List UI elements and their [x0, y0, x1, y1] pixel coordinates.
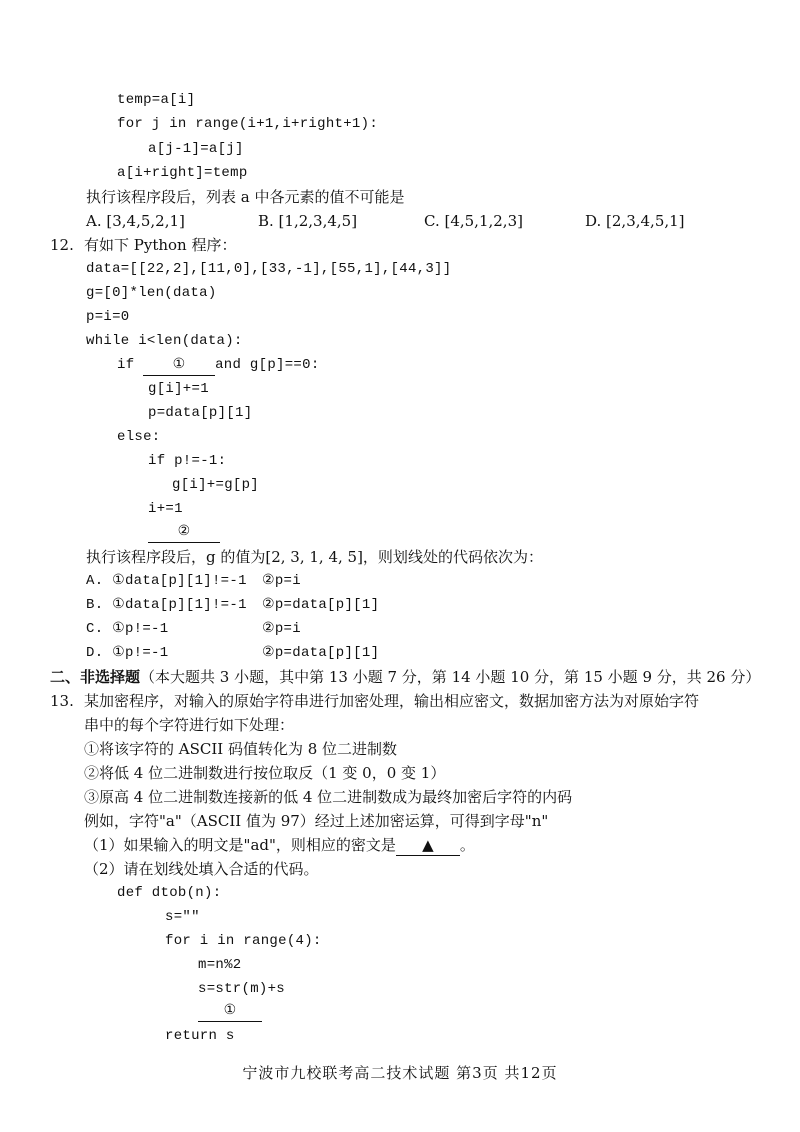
q12-option-c-part2: ②p=i: [262, 621, 301, 637]
q12-if-keyword: if: [117, 357, 144, 373]
q13-step-1: ①将该字符的 ASCII 码值转化为 8 位二进制数: [84, 740, 398, 758]
q13-sub1-answer-blank: ▲: [396, 835, 460, 856]
q12-code-line-7: p=data[p][1]: [148, 405, 253, 421]
q12-option-b-part1: B. ①data[p][1]!=-1: [86, 597, 247, 613]
page-footer: 宁波市九校联考高二技术试题 第3页 共12页: [242, 1064, 558, 1082]
q12-option-a-part1: A. ①data[p][1]!=-1: [86, 573, 247, 589]
q13-blank-1: ①: [198, 1001, 262, 1022]
q11-code-line-3: a[j-1]=a[j]: [148, 141, 244, 157]
q11-option-d: D. [2,3,4,5,1]: [585, 212, 685, 230]
q12-code-line-2: g=[0]*len(data): [86, 285, 217, 301]
q12-code-line-11: i+=1: [148, 501, 183, 517]
q12-code-line-1: data=[[22,2],[11,0],[33,-1],[55,1],[44,3]]: [86, 261, 452, 277]
q12-question: 执行该程序段后，g 的值为[2, 3, 1, 4, 5]，则划线处的代码依次为：: [86, 548, 543, 566]
q12-blank-2: ②: [148, 522, 220, 543]
q13-stem-line-2: 串中的每个字符进行如下处理：: [84, 716, 295, 734]
q11-question: 执行该程序段后，列表 a 中各元素的值不可能是: [86, 188, 405, 206]
q13-stem-line-1: 某加密程序，对输入的原始字符串进行加密处理，输出相应密文，数据加密方法为对原始字符: [84, 692, 700, 710]
q13-step-2: ②将低 4 位二进制数进行按位取反（1 变 0，0 变 1）: [84, 764, 446, 782]
q12-code-line-6: g[i]+=1: [148, 381, 209, 397]
q11-code-line-4: a[i+right]=temp: [117, 165, 248, 181]
section-2-title: 二、非选择题: [50, 668, 141, 686]
q13-step-3: ③原高 4 位二进制数连接新的低 4 位二进制数成为最终加密后字符的内码: [84, 788, 573, 806]
q12-stem: 有如下 Python 程序：: [84, 236, 237, 254]
q11-option-b: B. [1,2,3,4,5]: [258, 212, 358, 230]
q13-code-line-1: def dtob(n):: [117, 885, 222, 901]
q12-option-d-part1: D. ①p!=-1: [86, 645, 169, 661]
q12-code-line-4: while i<len(data):: [86, 333, 243, 349]
q12-code-line-12: [148, 522, 220, 543]
q11-option-a: A. [3,4,5,2,1]: [86, 212, 185, 230]
q12-option-a-part2: ②p=i: [262, 573, 301, 589]
q13-code-line-3: for i in range(4):: [165, 933, 322, 949]
q12-code-line-10: g[i]+=g[p]: [172, 477, 260, 493]
q12-option-b-part2: ②p=data[p][1]: [262, 597, 380, 613]
section-2-note: （本大题共 3 小题，其中第 13 小题 7 分，第 14 小题 10 分，第 15 小题 9 分，共 26 分）: [140, 668, 761, 686]
q13-code-line-7: return s: [165, 1028, 235, 1044]
q12-if-condition: and g[p]==0:: [215, 357, 320, 373]
q12-code-line-3: p=i=0: [86, 309, 130, 325]
q13-sub-question-2: （2）请在划线处填入合适的代码。: [84, 860, 319, 878]
q12-blank-1: ①: [143, 355, 215, 376]
q13-sub1-period: 。: [459, 836, 475, 854]
q13-sub-question-1: [84, 835, 475, 856]
q12-code-line-8: else:: [117, 429, 161, 445]
q12-number: 12.: [50, 236, 74, 254]
q13-sub1-text: （1）如果输入的明文是"ad"，则相应的密文是: [84, 836, 396, 854]
q12-code-line-9: if p!=-1:: [148, 453, 227, 469]
q13-code-line-6: [198, 1001, 262, 1022]
q12-option-d-part2: ②p=data[p][1]: [262, 645, 380, 661]
q13-code-line-5: s=str(m)+s: [198, 981, 286, 997]
q13-code-line-2: s="": [165, 909, 200, 925]
q11-code-line-2: for j in range(i+1,i+right+1):: [117, 116, 379, 132]
q13-number: 13.: [50, 692, 74, 710]
q12-option-c-part1: C. ①p!=-1: [86, 621, 169, 637]
q11-option-c: C. [4,5,1,2,3]: [424, 212, 523, 230]
q11-code-line-1: temp=a[i]: [117, 92, 196, 108]
q13-code-line-4: m=n%2: [198, 957, 242, 973]
section-2-heading: [50, 667, 760, 687]
q12-code-line-5: [117, 355, 320, 376]
q13-example: 例如，字符"a"（ASCII 值为 97）经过上述加密运算，可得到字母"n": [84, 812, 549, 830]
